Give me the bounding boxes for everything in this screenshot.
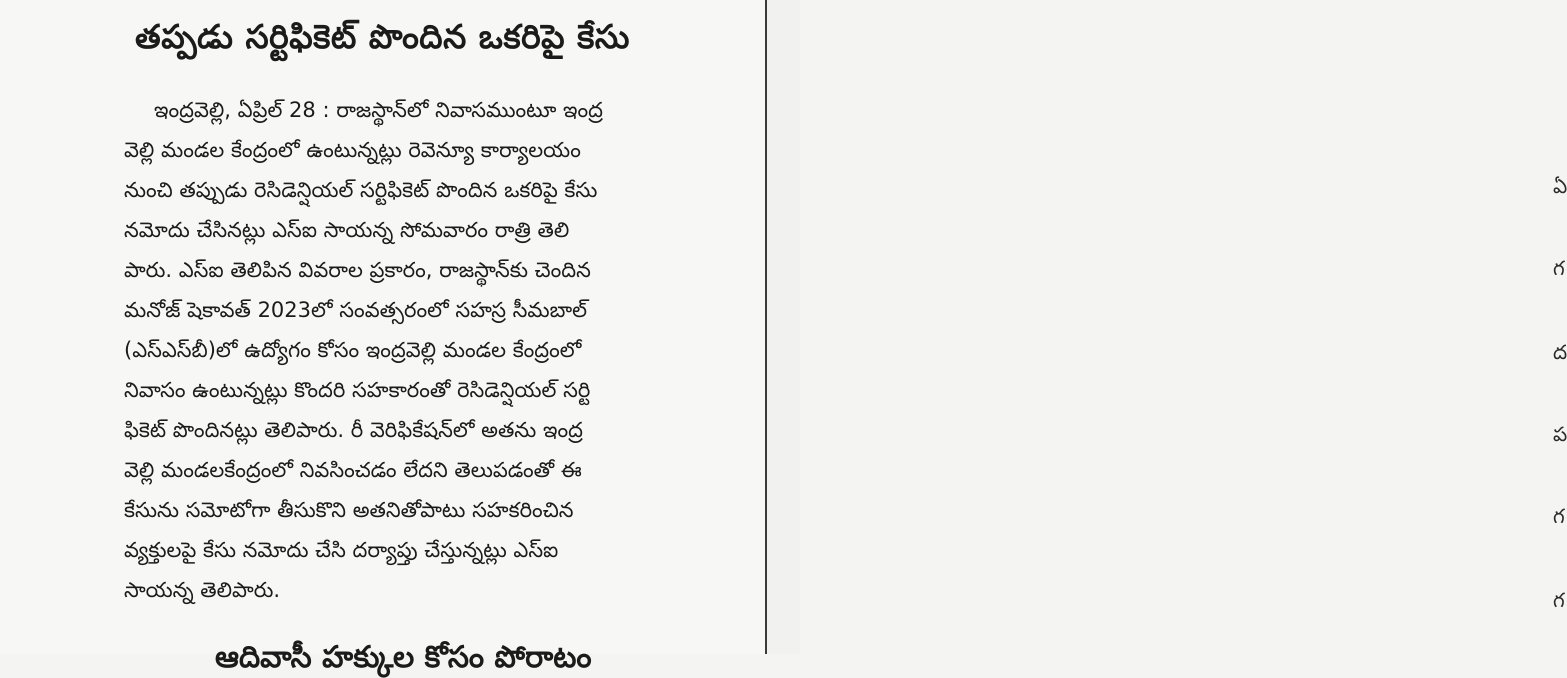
article-body — [124, 90, 742, 610]
adjacent-column-fragment: గ — [1553, 256, 1565, 280]
adjacent-column-fragment: గ — [1553, 588, 1565, 612]
article-line: పారు. ఎస్ఐ తెలిపిన వివరాల ప్రకారం, రాజస్థాన్‌కు చెందిన — [124, 258, 591, 282]
article-line: ఫికెట్ పొందినట్లు తెలిపారు. రీ వెరిఫికేషన్‌లో అతను ఇంద్ర — [124, 418, 583, 442]
article-line: నివాసం ఉంటున్నట్లు కొందరి సహకారంతో రెసిడెన్షియల్ సర్టి — [124, 378, 591, 402]
article-line: కేసును సమోటోగా తీసుకొని అతనితోపాటు సహకరించిన — [124, 498, 574, 522]
adjacent-column-fragment: ప — [1553, 422, 1567, 446]
article-line: (ఎస్ఎస్‌బీ)లో ఉద్యోగం కోసం ఇంద్రవెల్లి మండల కేంద్రంలో — [124, 338, 582, 362]
adjacent-column — [767, 0, 1567, 654]
next-article-heading-text: ఆదివాసీ హక్కుల కోసం పోరాటం — [215, 640, 592, 675]
article-line: మనోజ్ షెకావత్ 2023లో సంవత్సరంలో సహస్ర సీమబాల్ — [124, 298, 587, 322]
article-line: నమోదు చేసినట్లు ఎస్ఐ సాయన్న సోమవారం రాత్రి తెలి — [124, 218, 570, 242]
article-line: నుంచి తప్పుడు రెసిడెన్షియల్ సర్టిఫికెట్ పొందిన ఒకరిపై కేసు — [124, 178, 598, 202]
article-line: సాయన్న తెలిపారు. — [124, 578, 281, 602]
adjacent-column-fragment: గ — [1553, 504, 1565, 528]
article-headline: తప్పడు సర్టిఫికెట్ పొందిన ఒకరిపై కేసు — [135, 17, 630, 56]
article-line: వెల్లి మండల కేంద్రంలో ఉంటున్నట్లు రెవెన్యూ కార్యాలయం — [124, 138, 581, 162]
adjacent-column-fragment: ద — [1553, 340, 1567, 364]
article-line: ఇంద్రవెల్లి, ఏప్రిల్ 28 : రాజస్థాన్‌లో నివాసముంటూ ఇంద్ర — [154, 98, 603, 122]
article-line: వ్యక్తులపై కేసు నమోదు చేసి దర్యాప్తు చేస్తున్నట్లు ఎస్ఐ — [124, 538, 559, 562]
adjacent-column-fragment: ఏ — [1553, 174, 1567, 198]
next-article-heading-partial — [215, 636, 595, 675]
article-column — [0, 0, 765, 675]
article-line: వెల్లి మండలకేంద్రంలో నివసించడం లేదని తెలుపడంతో ఈ — [124, 458, 582, 482]
